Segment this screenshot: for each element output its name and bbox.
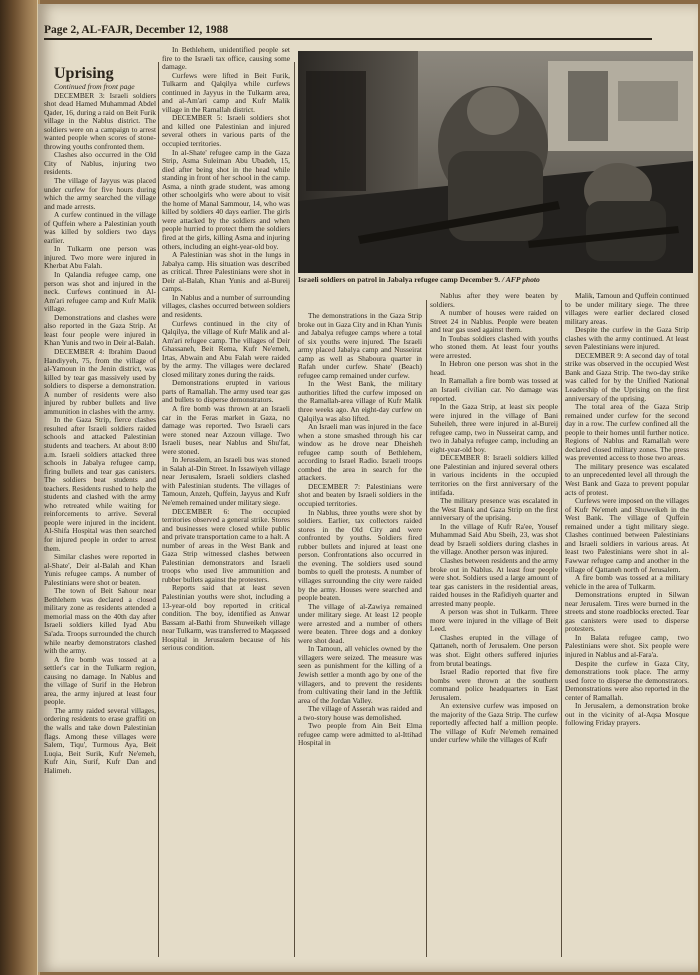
news-photo bbox=[298, 51, 693, 273]
paragraph: In Jerusalem, a demonstration broke out in the vicinity of al-Aqsa Mosque following Friday prayers. bbox=[565, 701, 689, 728]
article-column-5 bbox=[565, 292, 689, 957]
paragraph: A fire bomb was thrown at an Israeli car in the Feras market in Gaza, no damage was reported. Two Israeli cars were stoned near Azzoun village. Two Israeli buses, near Nablus and Shu'fat, were stoned. bbox=[162, 403, 290, 456]
continued-note: Continued from front page bbox=[54, 82, 135, 91]
paragraph: DECEMBER 8: Israeli soldiers killed one Palestinian and injured several others in various incidents in the occupied territories on the first anniversary of the intifada. bbox=[430, 453, 558, 497]
paragraph: Demonstrations erupted in various parts of Ramallah. The army used tear gas and bullets to disperse demonstrators. bbox=[162, 378, 290, 405]
caption-text: Israeli soldiers on patrol in Jabalya refugee camp December 9. bbox=[298, 275, 501, 284]
paragraph: Reports said that at least seven Palestinian youths were shot, including a 13-year-old boy reported in critical condition. The boy, identified as Anwar Bassam al-Bathi from Shuweikeh village near Tulkarm, was transferred to Maqassed Hospital in Jerusalem because of his serious condition. bbox=[162, 583, 290, 653]
photo-caption bbox=[298, 275, 693, 284]
paragraph: A curfew continued in the village of Quffein where a Palestinian youth was killed by soldiers two days earlier. bbox=[44, 210, 156, 245]
article-column-1 bbox=[44, 65, 156, 957]
paragraph: An extensive curfew was imposed on the majority of the Gaza Strip. The curfew reportedly affected half a million people. The village of Kufr Ne'emeh remained under curfew while the villages of Kufr bbox=[430, 701, 558, 745]
paragraph: In Tamoun, all vehicles owned by the villagers were seized. The measure was seen as punishment for the killing of a Jewish settler a month ago by one of the villagers, and to prevent the residents from cultivating their land in the Jeftlik area of the Jordan Valley. bbox=[298, 644, 422, 705]
column-divider bbox=[561, 300, 562, 957]
paragraph: Israel Radio reported that five fire bombs were thrown at the southern command police headquarters in East Jerusalem. bbox=[430, 667, 558, 702]
paragraph: The village of Asserah was raided and a two-story house was demolished. bbox=[298, 704, 422, 722]
paragraph: The army raided several villages, ordering residents to erase graffiti on the walls and take down Palestinian flags. Among these villages were Salem, Tiqu', Turmous Aya, Beit Luqia, Beit Surik, Kufr Ne'emeh, Kufr Ain, Surif, Kufr Dan and Halimeh. bbox=[44, 705, 156, 775]
paragraph: The military presence was escalated to an unprecedented level all through the West Bank and Gaza to prevent popular acts of protest. bbox=[565, 461, 689, 497]
paragraph: DECEMBER 9: A second day of total strike was observed in the occupied West Bank and Gaza Strip. The two-day strike was called for by the Unified National Leadership of the Uprising on the first anniversary of the uprising. bbox=[565, 350, 689, 403]
paragraph: Curfews were lifted in Beit Furik, Tulkarm and Qalqilya while curfews continued in Jayyus in the Tulkarm area, and al-Am'ari camp and Kufr Malik village in the Ramallah district. bbox=[162, 70, 290, 114]
paragraph: In Tulkarm one person was injured. Two more were injured in Kherbat Abu Falah. bbox=[44, 244, 156, 271]
paragraph: DECEMBER 5: Israeli soldiers shot and killed one Palestinian and injured several others in various parts of the occupied territories. bbox=[162, 113, 290, 149]
paragraph: In Ramallah a fire bomb was tossed at an Israeli civilian car. No damage was reported. bbox=[430, 376, 558, 403]
paragraph: Malik, Tamoun and Quffein continued to be under military siege. The three villages were earlier declared closed military areas. bbox=[565, 292, 689, 326]
paragraph: A fire bomb was tossed at a military vehicle in the area of Tulkarm. bbox=[565, 573, 689, 591]
paragraph: DECEMBER 6: The occupied territories observed a general strike. Stores and businesses were closed while public and private transportation came to a halt. A number of areas in the West Bank and Gaza Strip witnessed clashes between Palestinian demonstrators and Israeli troops who used live ammunition and rubber bullets against the protesters. bbox=[162, 506, 290, 584]
paragraph: DECEMBER 4: Ibrahim Daoud Handiyyeh, 75, from the village of al-Yamoun in the Jenin district, was killed by tear gas massively used by soldiers to disperse a demonstration. A number of residents were also injured by rubber bullets and live ammunition in clashes with the army. bbox=[44, 346, 156, 416]
paragraph: Curfews continued in the city of Qalqilya, the village of Kufr Malik and al-Am'ari refugee camp. The villages of Deir Ghassaneh, Beit Rema, Kufr Ne'emeh, Irtas, Abwain and Abu Falah were raided by the army. The villages were declared closed military zones during the raids. bbox=[162, 318, 290, 379]
paragraph: In the village of Kufr Ra'ee, Yousef Muhammad Said Abu Sbeih, 23, was shot dead by Israeli soldiers during clashes in the village. Another person was injured. bbox=[430, 521, 558, 557]
paragraph: Clashes erupted in the village of Qattaneh, north of Jerusalem. One person was shot. Eight others suffered injuries from brutal beatings. bbox=[430, 632, 558, 668]
paragraph: A number of houses were raided on Street 24 in Nablus. People were beaten and tear gas used against them. bbox=[430, 308, 558, 335]
paragraph: Despite the curfew in Gaza City, demonstrations took place. The army used force to disperse the demonstrators. Demonstrations were also reported in the center of Ramallah. bbox=[565, 658, 689, 702]
column-divider bbox=[158, 62, 159, 957]
paragraph: Nablus after they were beaten by soldiers. bbox=[430, 292, 558, 309]
column-divider bbox=[426, 300, 427, 957]
paragraph: A fire bomb was tossed at a settler's car in the Tulkarm region, causing no damage. In Nablus and the village of Surif in the Hebron area, the army injured at least four people. bbox=[44, 654, 156, 707]
article-column-2 bbox=[162, 46, 290, 957]
paragraph: In Nablus, three youths were shot by soldiers. Earlier, tax collectors raided stores in the Old City and were confronted by youths. Soldiers fired rubber bullets and injured at least one person. Confrontations also occurred in the evening. The soldiers used sound bombs to quell the protests. A number of villages surrounding the city were raided by the army. Houses were searched and people beaten. bbox=[298, 507, 422, 603]
paragraph: A person was shot in Tulkarm. Three more were injured in the village of Beit Leed. bbox=[430, 607, 558, 634]
paragraph: Two people from Ain Beit Elma refugee camp were admitted to al-Ittihad Hospital in bbox=[298, 721, 422, 748]
paragraph: Clashes between residents and the army broke out in Nablus. At least four people were shot. Soldiers used a large amount of tear gas canisters in the residential areas, raided houses in the Rafidiyeh quarter and arrested many people. bbox=[430, 555, 558, 608]
paragraph: In the Gaza Strip, fierce clashes resulted after Israeli soldiers raided schools and attacked Palestinian students and teachers. At about 8:00 a.m. Israeli soldiers attacked three schools in Jabalya refugee camp, firing bullets and tear gas canisters. The soldiers beat students and teachers. Residents rushed to help the students and clashed with the army who retreated while waiting for reinforcements to arrive. Several people were injured in the incident. Al-Shifa Hospital was then searched for injured people in order to arrest them. bbox=[44, 415, 156, 553]
paragraph: In Balata refugee camp, two Palestinians were shot. Six people were injured in Nablus and al-Fara'a. bbox=[565, 632, 689, 659]
paragraph: The village of Jayyus was placed under curfew for five hours during which the army searched the village and made arrests. bbox=[44, 176, 156, 211]
paragraph: Despite the curfew in the Gaza Strip clashes with the army continued. At least seven Palestinians were injured. bbox=[565, 325, 689, 352]
column-4-body bbox=[430, 292, 558, 745]
paragraph: DECEMBER 3: Israeli soldiers shot dead Hamed Muhammad Abdel Qader, 16, during a raid on Beit Furik village in the Nablus district. The soldiers were on a campaign to arrest wanted people when scores of stone-throwing youths confronted them. bbox=[44, 90, 156, 151]
paragraph: In Bethlehem, unidentified people set fire to the Israeli tax office, causing some damage. bbox=[162, 46, 290, 72]
column-2-body bbox=[162, 46, 290, 653]
paragraph: In Nablus and a number of surrounding villages, clashes occurred between soldiers and residents. bbox=[162, 292, 290, 319]
column-divider bbox=[294, 62, 295, 957]
paragraph: In al-Shate' refugee camp in the Gaza Strip, Asma Suleiman Abu Ubadeh, 15, died after being shot in the head while standing in front of her school in the camp. Asma, a ninth grade student, was among other schoolgirls who were about to visit the home of Manal Sammour, 14, who was killed by soldiers 40 days earlier. The girls were attacked by the soldiers and when people hurried to protect them the soldiers fired at the girls, killing Asma and injuring others, including an eight-year-old boy. bbox=[162, 147, 290, 251]
column-5-body bbox=[565, 292, 689, 728]
paragraph: In Jerusalem, an Israeli bus was stoned in Salah al-Din Street. In Issawiyeh village near Jerusalem, Israeli soldiers clashed with Palestinian students. The villages of Tamoun, Anzeh, Quffein, Jayyus and Kufr Ne'emeh remained under military siege. bbox=[162, 455, 290, 507]
paragraph: An Israeli man was injured in the face when a stone smashed through his car window as he drove near Dheisheh refugee camp south of Bethlehem, according to Israel Radio. Israeli troops combed the area in search for the attackers. bbox=[298, 422, 422, 483]
paragraph: A Palestinian was shot in the lungs in Jabalya camp. His situation was described as critical. Three Palestinians were shot in Deir al-Balah, Khan Yunis and al-Bureij camps. bbox=[162, 250, 290, 294]
photo-credit: / AFP photo bbox=[501, 275, 540, 284]
paragraph: Similar clashes were reported in al-Shate', Deir al-Balah and Khan Yunis refugee camps. A number of Palestinians were shot or beaten. bbox=[44, 552, 156, 587]
book-binding bbox=[0, 0, 40, 975]
paragraph: Demonstrations erupted in Silwan near Jerusalem. Tires were burned in the streets and stone roadblocks erected. Tear gas canisters were used to disperse protesters. bbox=[565, 590, 689, 634]
page-folio: Page 2, AL-FAJR, December 12, 1988 bbox=[44, 24, 652, 40]
paragraph: In Toubas soldiers clashed with youths who stoned them. At least four youths were arrested. bbox=[430, 333, 558, 360]
paragraph: Demonstrations and clashes were also reported in the Gaza Strip. At least four people were injured in Khan Yunis and two in Deir al-Balah. bbox=[44, 312, 156, 348]
paragraph: The total area of the Gaza Strip remained under curfew for the second day in a row. The curfew confined all the people to their homes until further notice. Regions of Nablus and Ramallah were declared closed military zones. The press was prevented access to those two areas. bbox=[565, 402, 689, 463]
paragraph: DECEMBER 7: Palestinians were shot and beaten by Israeli soldiers in the occupied territories. bbox=[298, 481, 422, 509]
column-3-body bbox=[298, 312, 422, 748]
paragraph: In the Gaza Strip, at least six people were injured in the village of Bani Suheileh, three were injured in al-Bureij refugee camp, two in Nusseirat camp, and two in Jabalya refugee camp, including an eight-year-old boy. bbox=[430, 402, 558, 454]
paragraph: In Qalandia refugee camp, one person was shot and injured in the neck. Curfews continued in Al-Am'ari refugee camp and Kufr Malik village. bbox=[44, 270, 156, 314]
paragraph: The village of al-Zawiya remained under military siege. At least 12 people were arrested and a number of others were beaten. Three dogs and a donkey were shot dead. bbox=[298, 601, 422, 645]
paragraph: Clashes also occurred in the Old City of Nablus, injuring two residents. bbox=[44, 150, 156, 177]
paragraph: The demonstrations in the Gaza Strip broke out in Gaza City and in Khan Yunis and Jabalya refugee camps where a total of six youths were injured. The Israeli army placed Jabalya camp and Nusseirat camp as well as Shaboura quarter in Rafah under curfew. Shate' (Beach) refugee camp remained under curfew. bbox=[298, 312, 422, 380]
column-1-body bbox=[44, 92, 156, 776]
paragraph: Curfews were imposed on the villages of Kufr Ne'emeh and Shuweikeh in the West Bank. The village of Quffein remained under a tight military siege. Clashes continued between Palestinians and Israeli soldiers in various areas. At least two Palestinians were shot in al-Fawwar refugee camp and another in the village of Qattaneh north of Jerusalem. bbox=[565, 496, 689, 574]
paragraph: In Hebron one person was shot in the head. bbox=[430, 359, 558, 377]
headline: Uprising bbox=[54, 65, 114, 82]
article-column-4 bbox=[430, 292, 558, 957]
paragraph: The town of Beit Sahour near Bethlehem was declared a closed military zone as residents attended a memorial mass on the 40th day after Israeli soldiers killed Iyad Abu Sa'ada. Troops surrounded the church while nearby demonstrators clashed with the army. bbox=[44, 586, 156, 656]
article-column-3 bbox=[298, 312, 422, 957]
paragraph: The military presence was escalated in the West Bank and Gaza Strip on the first anniversary of the uprising. bbox=[430, 496, 558, 523]
paragraph: In the West Bank, the military authorities lifted the curfew imposed on the Ramallah-area village of Kufr Malik three weeks ago. An eight-day curfew on Qalqilya was also lifted. bbox=[298, 379, 422, 423]
